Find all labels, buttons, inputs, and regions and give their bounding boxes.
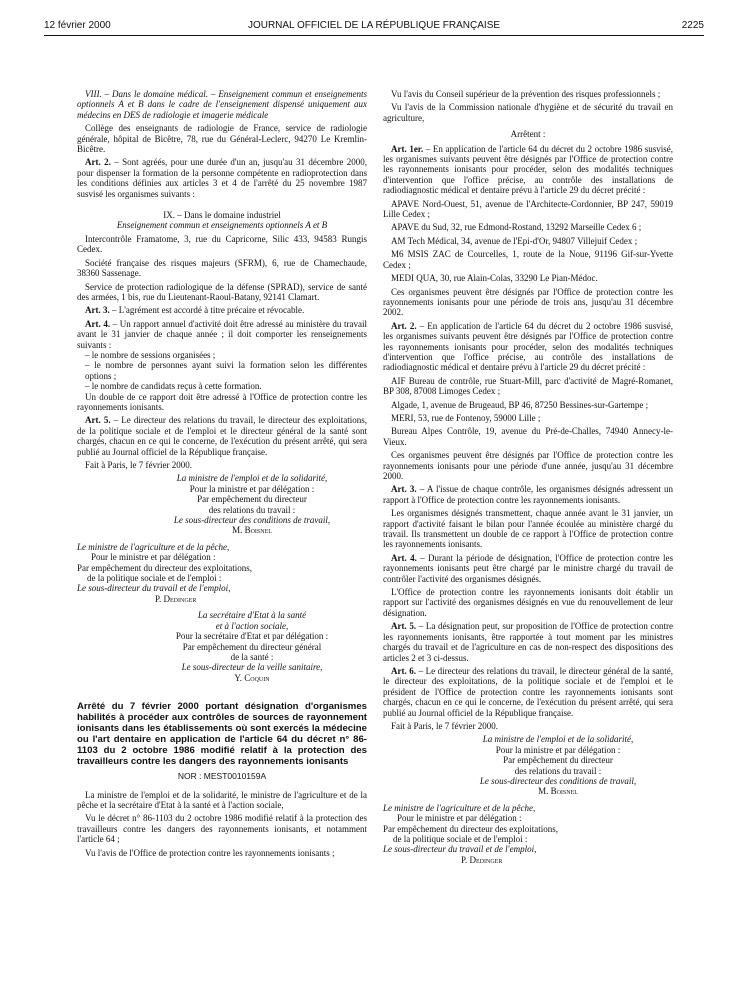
article-3-report: Les organismes désignés transmettent, chaque année avant le 31 janvier, un rapport d'activité faisant le bilan pour l'année écoulée au ministère chargé du travail. Ils transmettent un double de ce rapport à l'Office de protection contre les rayonnements ionisants. [383,508,673,550]
section-8-body: Collège des enseignants de radiologie de France, service de radiologie générale, hôpital de Bicêtre, 78, rue du Général-Leclerc, 94270 Le Kremlin-Bicêtre. [77,123,367,155]
header-page-number: 2225 [681,20,704,31]
section-9-subtitle: Enseignement commun et enseignements optionnels A et B [116,220,328,231]
org-list-item: AIF Bureau de contrôle, rue Stuart-Mill, parc d'activité de Magré-Romanet, BP 308, 87008 Limoges Cedex ; [383,375,673,397]
org-list-item: MERI, 53, rue de Fontenoy, 59000 Lille ; [391,412,541,423]
article-5: Art. 5. – Le directeur des relations du travail, le directeur des exploitations, de la politique sociale et de l'emploi et le directeur général de la santé sont chargés, chacun en ce qui le concerne, de l'exécution du présent arrêté, qui sera publié au Journal officiel de la République française. [77,415,367,457]
article-4-double: Un double de ce rapport doit être adressé à l'Office de protection contre les rayonnements ionisants. [77,391,367,412]
nor-reference: NOR : MEST0010159A [177,771,267,782]
signature-block-agriculture: Le ministre de l'agriculture et de la pêche, Pour le ministre et par délégation : Par empêchement du directeur des exploitations, de la politique sociale et de l'emploi : Le sous-directeur du travail et de l'emploi, P. Dedinger [77,541,252,604]
visa-2: Vu l'avis de la Commission nationale d'hygiène et de sécurité du travail en agriculture, [383,102,673,123]
article-3: Art. 3. – A l'issue de chaque contrôle, les organismes désignés adressent un rapport à l'Office de protection contre les rayonnements ionisants. [383,484,673,505]
article-1-period: Ces organismes peuvent être désignés par l'Office de protection contre les rayonnements ionisants pour une période de trois ans, jusqu'au 31 décembre 2002. [383,286,673,318]
signature-block-sante: La secrétaire d'Etat à la santé et à l'action sociale, Pour la secrétaire d'Etat et par délégation : Par empêchement du directeur général de la santé : Le sous-directeur de la veille sanitaire, Y. Coquin [175,610,329,683]
signature-block-emploi: La ministre de l'emploi et de la solidarité, Pour la ministre et par délégation : Par empêchement du directeur des relations du travail : Le sous-directeur des conditions de travail, M. Boisnel [479,734,637,797]
signature-date: Fait à Paris, le 7 février 2000. [391,720,498,731]
org-list-item: APAVE Nord-Ouest, 51, avenue de l'Architecte-Cordonnier, BP 247, 59019 Lille Cedex ; [383,198,673,220]
section-9-title: IX. – Dans le domaine industriel [163,210,281,221]
org-sprad: Service de protection radiologique de la défense (SPRAD), service de santé des armées, 1 bis, rue du Lieutenant-Raoul-Batany, 92141 Clamart. [77,281,367,302]
org-list-item: Bureau Alpes Contrôle, 19, avenue du Pré-de-Challes, 74940 Annecy-le-Vieux. [383,426,673,447]
org-list-item: APAVE du Sud, 32, rue Edmond-Rostand, 13292 Marseille Cedex 6 ; [391,222,642,233]
article-4: Art. 4. – Un rapport annuel d'activité doit être adressé au ministère du travail avant le 31 janvier de chaque année ; il doit comporter les renseignements suivants : [77,318,367,350]
article-5: Art. 5. – La désignation peut, sur proposition de l'Office de protection contre les rayonnements ionisants, être rapportée à tout moment par les ministres chargés du travail et de l'agriculture en cas de non-respect des dispositions des articles 2 et 3 ci-dessus. [383,621,673,663]
signature-block-agriculture: Le ministre de l'agriculture et de la pêche, Pour le ministre et par délégation : Par empêchement du directeur des exploitations, de la politique sociale et de l'emploi : Le sous-directeur du travail et de l'emploi, P. Dedinger [383,802,558,865]
preamble-2: Vu le décret n° 86-1103 du 2 octobre 1986 modifié relatif à la protection des travailleurs contre les dangers des rayonnements ionisants, et notamment l'article 64 ; [77,813,367,845]
arrete-title: Arrêté du 7 février 2000 portant désignation d'organismes habilités à procéder aux contrôles de sources de rayonnement ionisants dans les établissements où sont exercés la médecine ou l'art dentaire en application de l'article 64 du décret n° 86-1103 du 2 octobre 1986 modifié relatif à la protection des travailleurs contre les dangers des rayonnements ionisants [77,701,367,768]
left-column [77,89,367,861]
section-8-title: VIII. – Dans le domaine médical. – Enseignement commun et enseignements optionnels A et B dans le cadre de l'enseignement dispensé uniquement aux médecins en DES de radiologie et imagerie médicale [77,89,367,120]
preamble-1: La ministre de l'emploi et de la solidarité, le ministre de l'agriculture et de la pêche et la secrétaire d'Etat à la santé et à l'action sociale, [77,789,367,810]
org-intercontrole: Intercontrôle Framatome, 3, rue du Capricorne, Silic 433, 94583 Rungis Cedex. [77,233,367,255]
header-date: 12 février 2000 [44,20,111,31]
org-list-item: AM Tech Médical, 34, avenue de l'Epi-d'Or, 94807 Villejuif Cedex ; [391,235,638,246]
article-2-period: Ces organismes peuvent être désignés par l'Office de protection contre les rayonnements ionisants pour une période d'une année, jusqu'au 31 décembre 2000. [383,450,673,481]
list-item: – le nombre de sessions organisées ; [85,349,216,360]
signature-block-emploi: La ministre de l'emploi et de la solidarité, Pour la ministre et par délégation : Par empêchement du directeur des relations du travail : Le sous-directeur des conditions de travail, M. Boisnel [173,473,331,536]
article-6: Art. 6. – Le directeur des relations du travail, le directeur général de la santé, le directeur des exploitations, de la politique sociale et de l'emploi et le président de l'Office de protection contre les rayonnements ionisants sont chargés, chacun en ce qui le concerne, de l'exécution du présent arrêté, qui sera publié au Journal officiel de la République française. [383,665,673,718]
visa-1: Vu l'avis du Conseil supérieur de la prévention des risques professionnels ; [391,89,661,99]
header-rule [44,35,704,36]
org-list-item: Algade, 1, avenue de Brugeaud, BP 46, 87250 Bessines-sur-Gartempe ; [391,399,649,410]
preamble-3: Vu l'avis de l'Office de protection contre les rayonnements ionisants ; [85,847,335,858]
article-2: Art. 2. – Sont agréés, pour une durée d'un an, jusqu'au 31 décembre 2000, pour dispenser la formation de la personne compétente en radioprotection dans les conditions définies aux articles 3 et 4 de l'arrêté du 25 novembre 1987 susvisé les organismes suivants : [77,157,367,199]
list-item: – le nombre de candidats reçus à cette formation. [85,381,262,392]
right-column [383,89,673,871]
header-journal-title: JOURNAL OFFICIEL DE LA RÉPUBLIQUE FRANÇAISE [247,20,501,31]
article-4-report: L'Office de protection contre les rayonnements ionisants doit établir un rapport sur l'activité des organismes désignés en vue du renouvellement de leur désignation. [383,587,673,618]
signature-date: Fait à Paris, le 7 février 2000. [85,460,192,470]
org-list-item: MEDI QUA, 30, rue Alain-Colas, 33290 Le Pian-Médoc. [391,273,598,284]
org-sfrm: Société française des risques majeurs (SFRM), 6, rue de Chamechaude, 38360 Sassenage. [77,257,367,279]
org-list-item: M6 MSIS ZAC de Courcelles, 1, route de la Noue, 91196 Gif-sur-Yvette Cedex ; [383,249,673,270]
article-3: Art. 3. – L'agrément est accordé à titre précaire et révocable. [85,305,305,316]
article-4: Art. 4. – Durant la période de désignation, l'Office de protection contre les rayonnements ionisants peut être chargé par le ministre chargé du travail de contrôler l'activité des organismes désignés. [383,552,674,584]
article-1: Art. 1er. – En application de l'article 64 du décret du 2 octobre 1986 susvisé, les organismes suivants peuvent être désignés par l'Office de protection contre les rayonnements ionisants pour procéder, selon des modalités techniques d'intervention que l'office précise, au contrôle des installations de radiodiagnostic médical et dentaire prévu à l'article 29 du décret précité : [383,143,673,196]
arretent: Arrêtent : [510,129,546,140]
page-header [44,20,704,36]
article-2: Art. 2. – En application de l'article 64 du décret du 2 octobre 1986 susvisé, les organismes suivants peuvent être désignés par l'Office de protection contre les rayonnements ionisants pour procéder, selon des modalités techniques d'intervention que l'office précise, au contrôle des installations de radiodiagnostic médical et dentaire prévu à l'article 29 du décret précité : [383,320,673,373]
list-item: – le nombre de personnes ayant suivi la formation selon les différentes options ; [85,360,367,381]
